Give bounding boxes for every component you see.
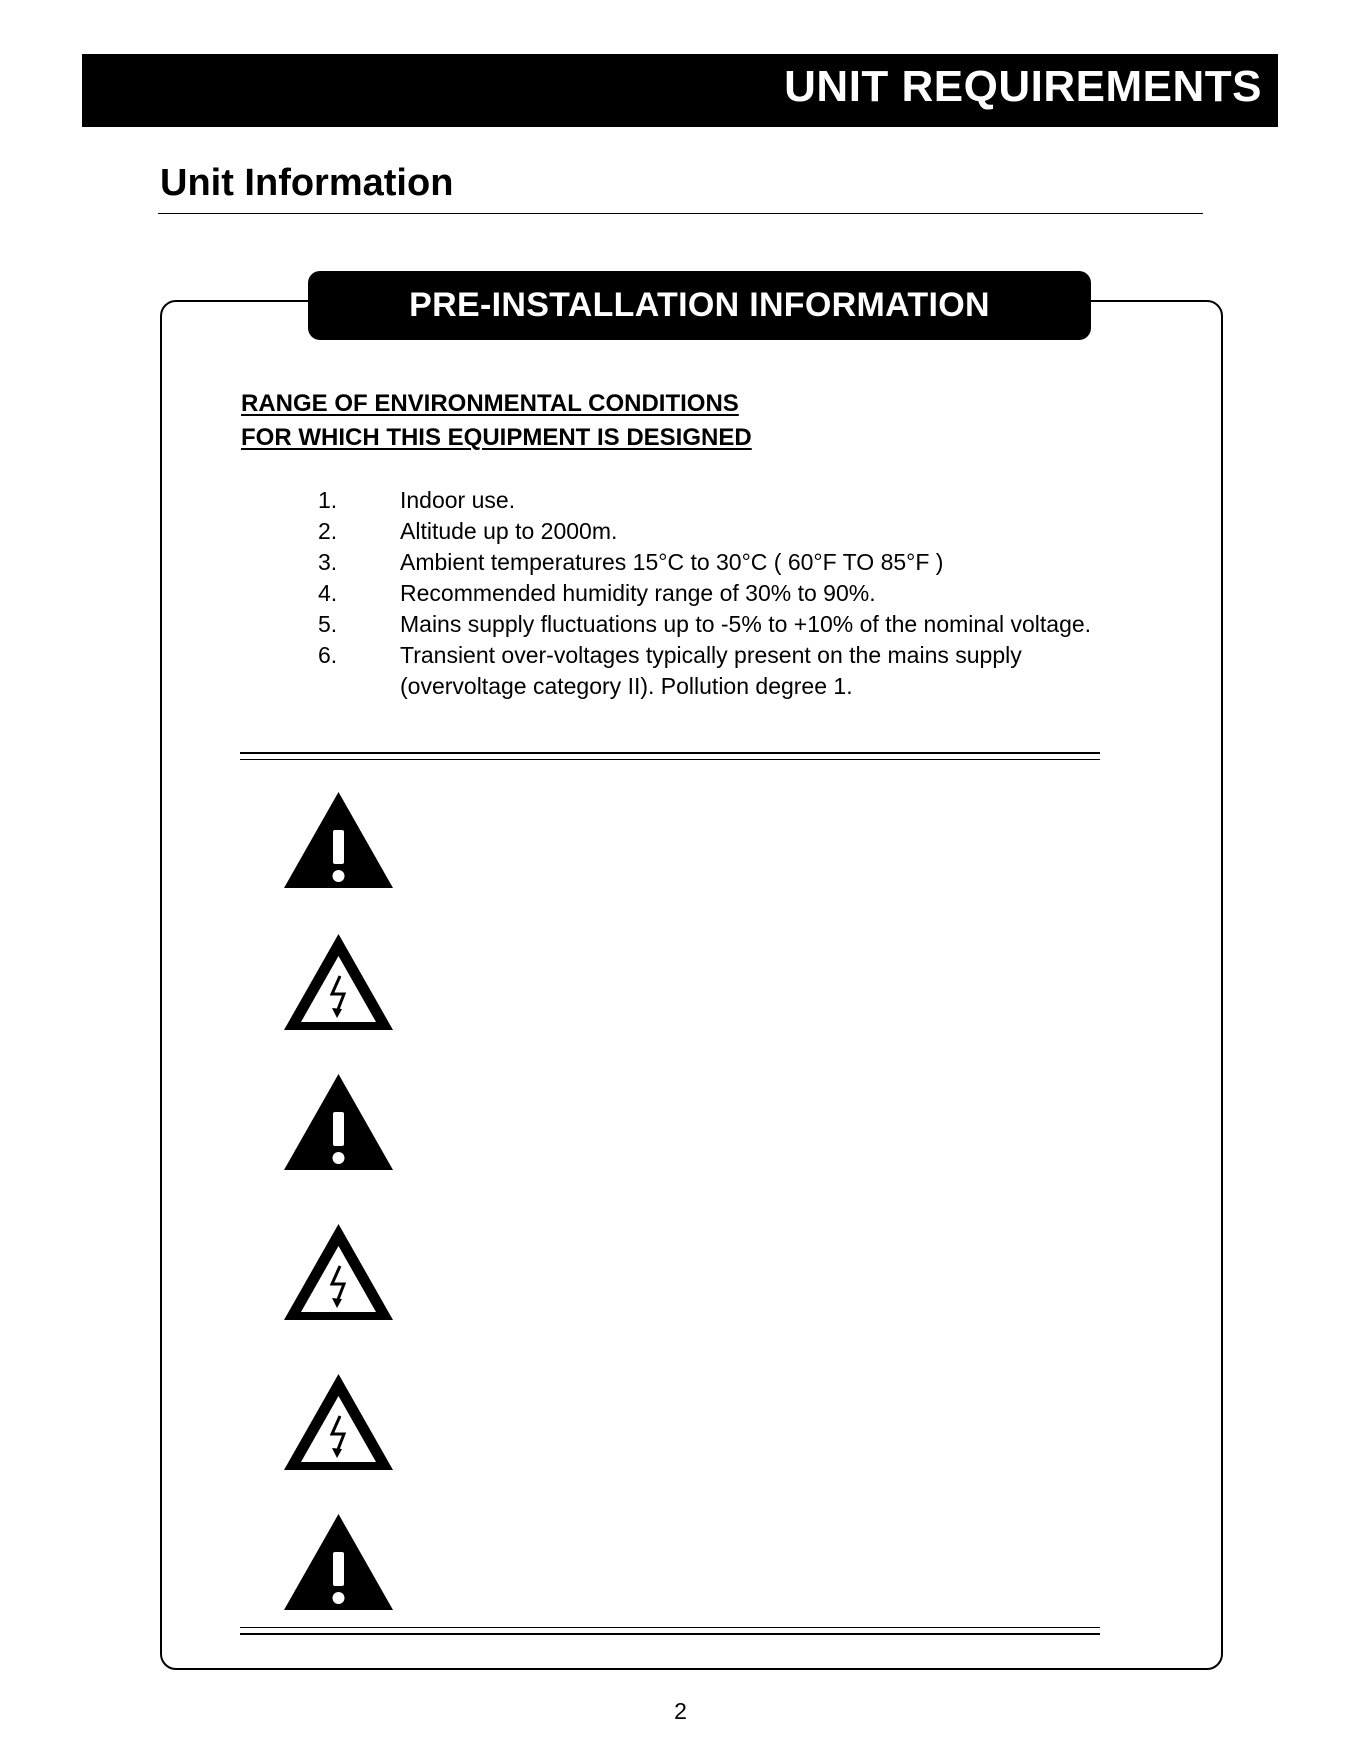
list-item <box>318 640 1091 671</box>
list-item-number: 4. <box>318 580 338 606</box>
warnings-bottom-divider <box>240 1627 1100 1635</box>
electrical-hazard-icon <box>282 1372 395 1472</box>
list-item-text: (overvoltage category II). Pollution degree 1. <box>400 673 853 699</box>
top-banner <box>82 54 1278 127</box>
list-item-continuation <box>318 671 1091 702</box>
pre-installation-header-label: PRE-INSTALLATION INFORMATION <box>409 286 990 324</box>
caution-exclamation-icon <box>282 790 395 890</box>
list-item-text: Ambient temperatures 15°C to 30°C ( 60°F TO 85°F ) <box>400 549 944 575</box>
list-item-number: 1. <box>318 487 338 513</box>
list-item-number <box>318 671 400 702</box>
list-item-text: Indoor use. <box>400 487 516 513</box>
section-divider <box>158 213 1203 214</box>
list-item-text: Altitude up to 2000m. <box>400 518 618 544</box>
list-item <box>318 485 1091 516</box>
electrical-hazard-icon <box>282 932 395 1032</box>
list-item-number: 6. <box>318 642 338 668</box>
environmental-conditions-heading <box>241 387 752 455</box>
list-item <box>318 609 1091 640</box>
list-item <box>318 578 1091 609</box>
electrical-hazard-icon <box>282 1222 395 1322</box>
list-item-number: 3. <box>318 549 338 575</box>
section-title: Unit Information <box>160 162 454 204</box>
caution-exclamation-icon <box>282 1072 395 1172</box>
list-item-number: 5. <box>318 611 338 637</box>
env-heading-line2: FOR WHICH THIS EQUIPMENT IS DESIGNED <box>241 424 752 451</box>
conditions-list <box>318 485 1091 702</box>
list-item-number: 2. <box>318 518 338 544</box>
pre-installation-header <box>308 271 1091 340</box>
banner-title: UNIT REQUIREMENTS <box>784 62 1262 111</box>
env-heading-line1: RANGE OF ENVIRONMENTAL CONDITIONS <box>241 390 739 417</box>
warnings-top-divider <box>240 752 1100 760</box>
list-item <box>318 516 1091 547</box>
list-item-text: Recommended humidity range of 30% to 90%. <box>400 580 876 606</box>
list-item <box>318 547 1091 578</box>
list-item-text: Transient over-voltages typically present on the mains supply <box>400 642 1022 668</box>
page-number: 2 <box>674 1698 687 1724</box>
caution-exclamation-icon <box>282 1512 395 1612</box>
list-item-text: Mains supply fluctuations up to -5% to +10% of the nominal voltage. <box>400 611 1092 637</box>
